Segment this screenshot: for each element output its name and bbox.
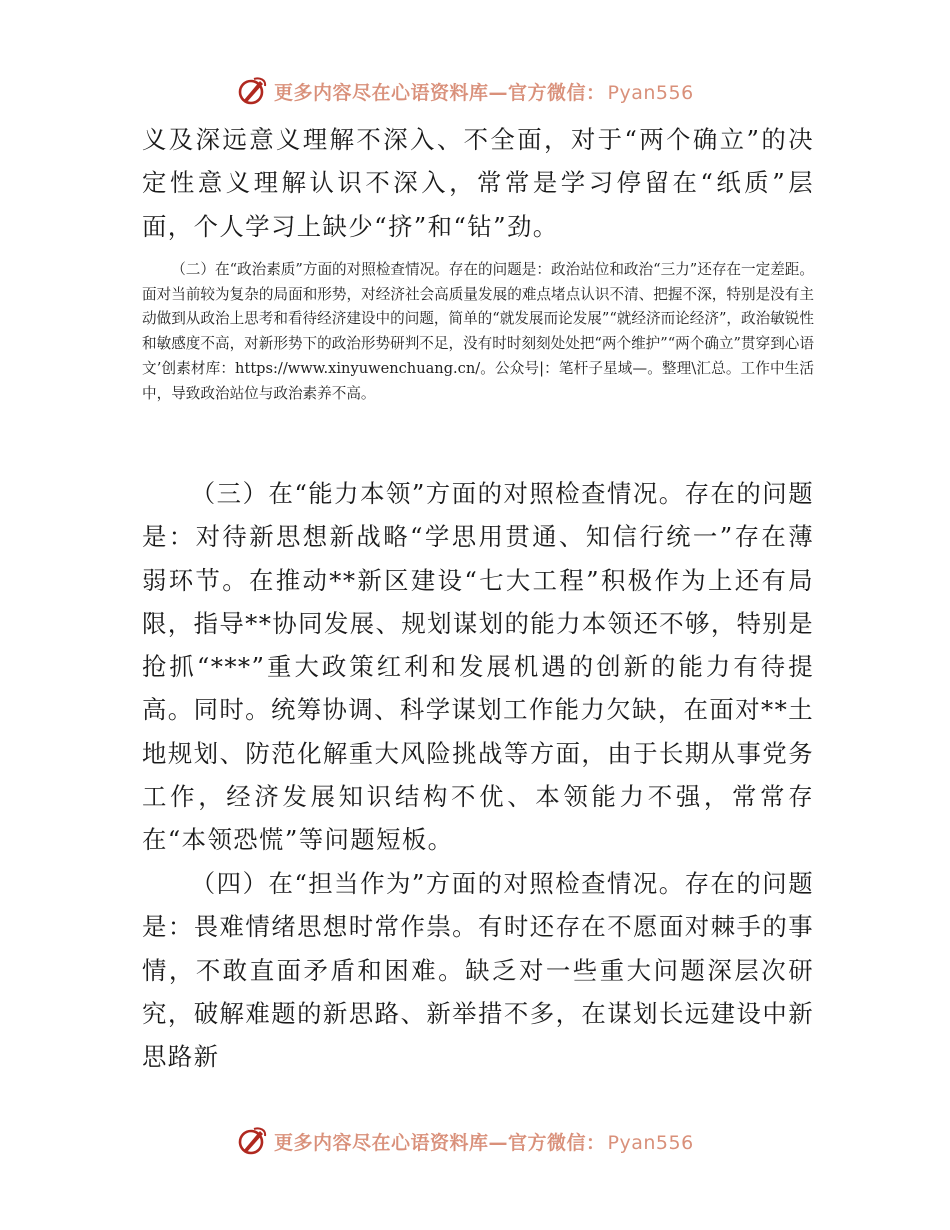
wechat-id: Pyan556 <box>607 1131 694 1154</box>
banner-label: 更多内容尽在心语资料库—官方微信： <box>274 1131 606 1154</box>
quill-logo-icon <box>236 75 268 107</box>
paragraph-ability: （三）在“能力本领”方面的对照检查情况。存在的问题是：对待新思想新战略“学思用贯通、知信行统一”存在薄弱环节。在推动**新区建设“七大工程”积极作为上还有局限，指导**协同发展、规划谋划的能力本领还不够，特别是抢抓“***”重大政策红利和发展机遇的创新的能力有待提高。同时。统筹协调、科学谋划工作能力欠缺，在面对**土地规划、防范化解重大风险挑战等方面，由于长期从事党务工作，经济发展知识结构不优、本领能力不强，常常存在“本领恐慌”等问题短板。 <box>142 479 814 855</box>
footer-banner <box>236 1124 756 1158</box>
paragraph-continuation: 义及深远意义理解不深入、不全面，对于“两个确立”的决定性意义理解认识不深入，常常是学习停留在“纸质”层面，个人学习上缺少“挤”和“钻”劲。 <box>142 125 814 241</box>
quill-logo-icon <box>236 1125 268 1157</box>
banner-label: 更多内容尽在心语资料库—官方微信： <box>274 81 606 104</box>
paragraph-political-quality: （二）在“政治素质”方面的对照检查情况。存在的问题是：政治站位和政治“三力”还存在一定差距。面对当前较为复杂的局面和形势，对经济社会高质量发展的难点堵点认识不清、把握不深，特别是没有主动做到从政治上思考和看待经济建设中的问题，简单的“就发展而论发展”“就经济而论经济”，政治敏锐性和敏感度不高，对新形势下的政治形势研判不足，没有时时刻刻处处把“两个维护”“两个确立”贯穿到心语文’创素材库：https://www.xinyuwenchuang.cn/。公众号|：笔杆子星域—。整理\汇总。工作中生活中，导致政治站位与政治素养不高。 <box>142 261 814 402</box>
wechat-id: Pyan556 <box>607 81 694 104</box>
header-banner <box>236 74 756 108</box>
banner-text <box>274 1128 694 1155</box>
paragraph-responsibility: （四）在“担当作为”方面的对照检查情况。存在的问题是：畏难情绪思想时常作祟。有时还存在不愿面对棘手的事情，不敢直面矛盾和困难。缺乏对一些重大问题深层次研究，破解难题的新思路、新举措不多，在谋划长远建设中新思路新 <box>142 869 814 1072</box>
banner-text <box>274 78 694 105</box>
